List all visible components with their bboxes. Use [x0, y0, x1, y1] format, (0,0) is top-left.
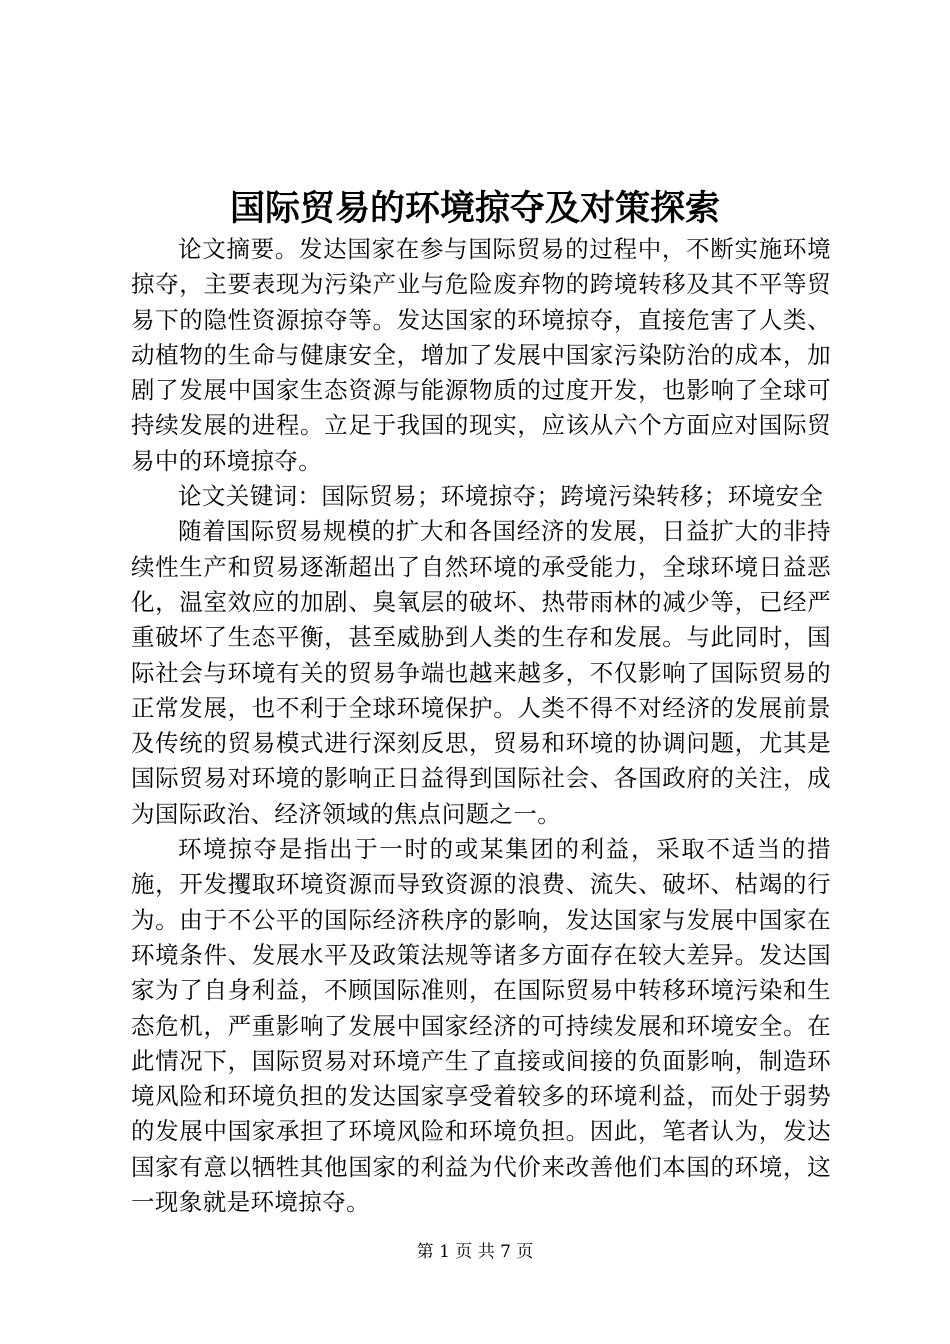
page-footer: 第 1 页 共 7 页 [416, 1242, 534, 1262]
document-title: 国际贸易的环境掠夺及对策探索 [229, 188, 720, 229]
body-paragraph: 随着国际贸易规模的扩大和各国经济的发展，日益扩大的非持续性生产和贸易逐渐超出了自然环境的承受能力，全球环境日益恶化，温室效应的加剧、臭氧层的破坏、热带雨林的减少等，已经严重破坏了生态平衡，甚至威胁到人类的生存和发展。与此同时，国际社会与环境有关的贸易争端也越来越多，不仅影响了国际贸易的正常发展，也不利于全球环境保护。人类不得不对经济的发展前景及传统的贸易模式进行深刻反思，贸易和环境的协调问题，尤其是国际贸易对环境的影响正日益得到国际社会、各国政府的关注，成为国际政治、经济领域的焦点问题之一。 [131, 517, 831, 828]
keywords-paragraph: 论文关键词：国际贸易；环境掠夺；跨境污染转移；环境安全 [178, 482, 824, 511]
body-paragraph: 环境掠夺是指出于一时的或某集团的利益，采取不适当的措施，开发攫取环境资源而导致资源的浪费、流失、破坏、枯竭的行为。由于不公平的国际经济秩序的影响，发达国家与发展中国家在环境条件、发展水平及政策法规等诸多方面存在较大差异。发达国家为了自身利益，不顾国际准则，在国际贸易中转移环境污染和生态危机，严重影响了发展中国家经济的可持续发展和环境安全。在此情况下，国际贸易对环境产生了直接或间接的负面影响，制造环境风险和环境负担的发达国家享受着较多的环境利益，而处于弱势的发展中国家承担了环境风险和环境负担。因此，笔者认为，发达国家有意以牺牲其他国家的利益为代价来改善他们本国的环境，这一现象就是环境掠夺。 [131, 835, 831, 1217]
document-body [131, 232, 831, 1220]
abstract-paragraph: 论文摘要。发达国家在参与国际贸易的过程中，不断实施环境掠夺，主要表现为污染产业与危险废弃物的跨境转移及其不平等贸易下的隐性资源掠夺等。发达国家的环境掠夺，直接危害了人类、动植物的生命与健康安全，增加了发展中国家污染防治的成本，加剧了发展中国家生态资源与能源物质的过度开发，也影响了全球可持续发展的进程。立足于我国的现实，应该从六个方面应对国际贸易中的环境掠夺。 [131, 235, 831, 475]
